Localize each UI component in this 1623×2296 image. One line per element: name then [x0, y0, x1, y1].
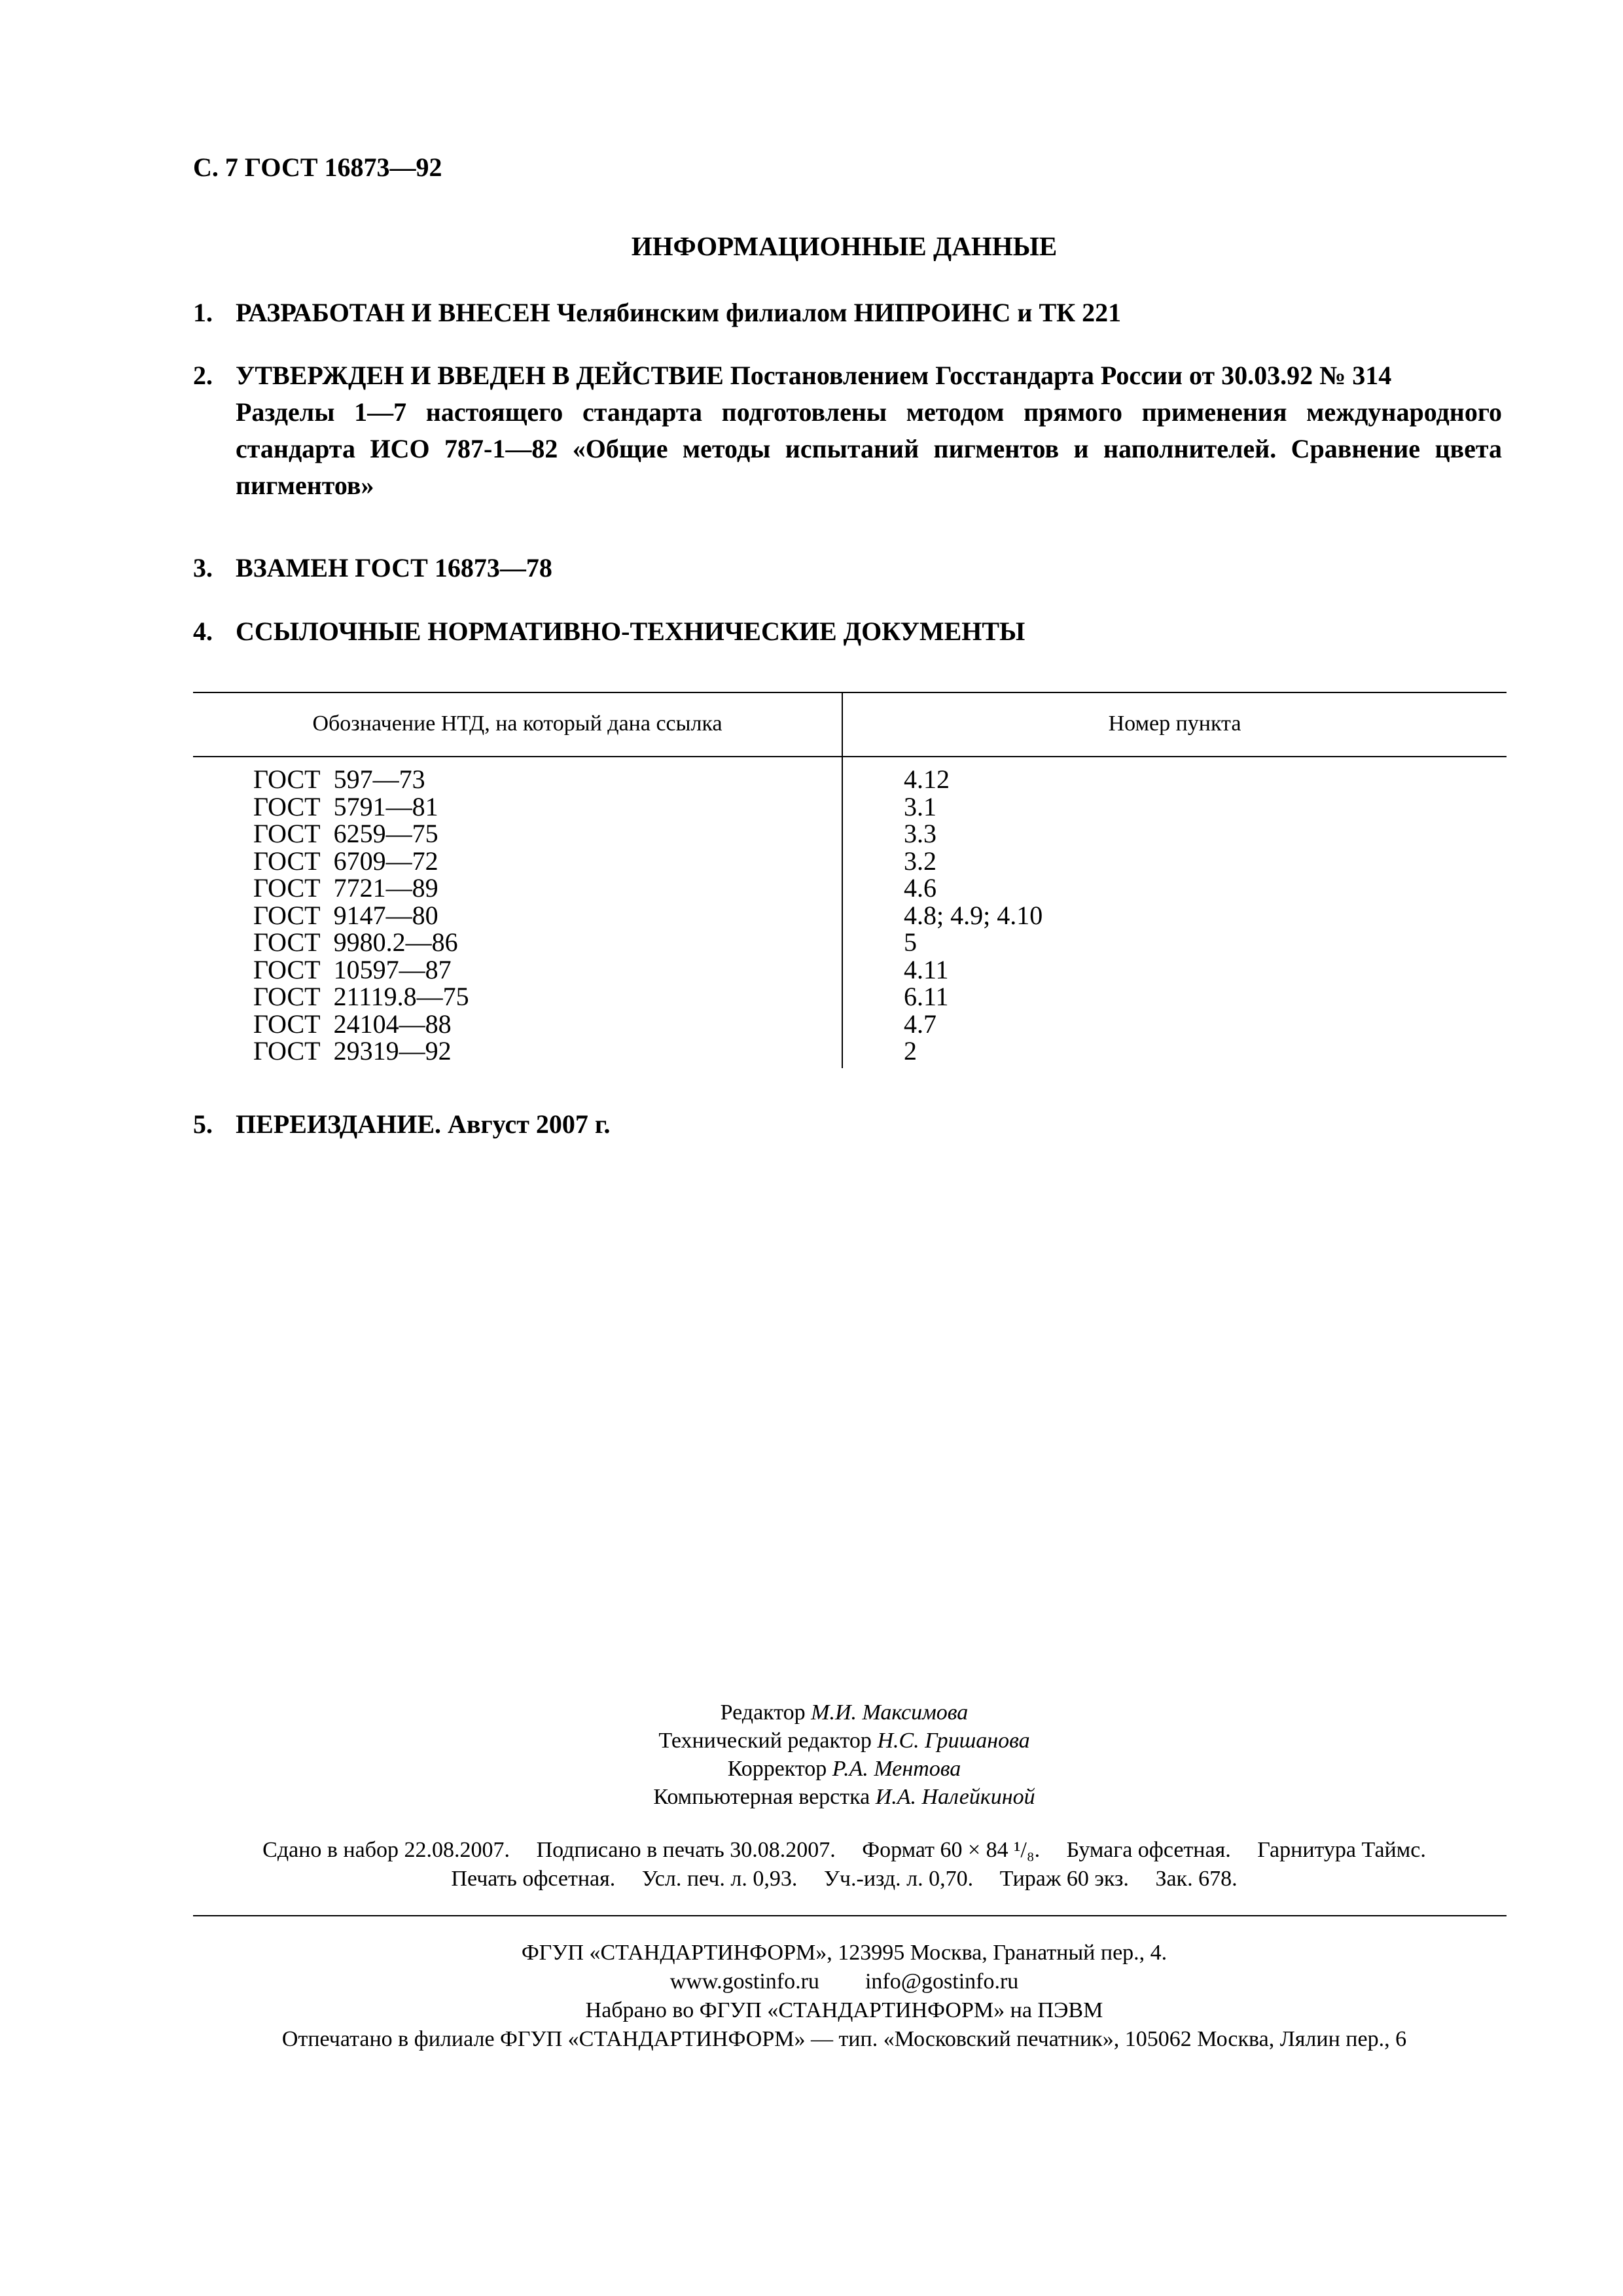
- table-cell-clause: 4.8; 4.9; 4.10: [904, 900, 1043, 930]
- section-text: Челябинским филиалом НИПРОИНС и ТК 221: [556, 298, 1122, 327]
- publisher-printed: Отпечатано в филиале ФГУП «СТАНДАРТИНФОРМ» — тип. «Московский печатник», 105062 Москва, Лялин пер., 6: [281, 2027, 1407, 2051]
- print-signed: Подписано в печать 30.08.2007.: [536, 1838, 836, 1862]
- credit-role: Компьютерная верстка: [653, 1785, 870, 1809]
- table-cell-clause: 4.6: [904, 873, 936, 903]
- print-info-line-1: [0, 1836, 1623, 1865]
- section-5: [193, 1106, 1502, 1143]
- table-cell-clause: 3.3: [904, 819, 936, 848]
- table-header-rule: [193, 756, 1507, 757]
- section-heading: ССЫЛОЧНЫЕ НОРМАТИВНО-ТЕХНИЧЕСКИЕ ДОКУМЕНТЫ: [236, 617, 1026, 646]
- table-cell-clause: 4.7: [904, 1009, 936, 1039]
- table-cell-document: ГОСТ 21119.8—75: [253, 982, 469, 1011]
- section-number: 2.: [193, 361, 213, 390]
- section-text: Постановлением Госстандарта России от 30.03.92 № 314: [730, 361, 1392, 390]
- section-1: [193, 295, 1502, 331]
- section-number: 1.: [193, 298, 213, 327]
- print-order: Зак. 678.: [1155, 1867, 1238, 1891]
- table-header-document: Обозначение НТД, на который дана ссылка: [312, 711, 722, 736]
- table-cell-document: ГОСТ 9147—80: [253, 900, 438, 930]
- section-number: 5.: [193, 1109, 213, 1139]
- table-cell-clause: 4.12: [904, 764, 950, 794]
- table-cell-document: ГОСТ 10597—87: [253, 954, 452, 984]
- section-note: Разделы 1—7 настоящего стандарта подготовлены методом прямого применения международного стандарта ИСО 787-1—82 «Общие методы испытаний пигментов и наполнителей. Сравнение цвета пигментов»: [236, 397, 1502, 500]
- table-cell-document: ГОСТ 24104—88: [253, 1009, 452, 1039]
- publisher-contacts: [0, 1967, 1623, 1996]
- publisher-block: [0, 1939, 1623, 2054]
- credit-layout: [0, 1783, 1623, 1811]
- table-header-clause: Номер пункта: [1108, 711, 1241, 736]
- section-heading: УТВЕРЖДЕН И ВВЕДЕН В ДЕЙСТВИЕ: [236, 361, 724, 390]
- reference-documents-table: [193, 692, 1507, 1071]
- credit-name: Р.А. Ментова: [832, 1757, 961, 1781]
- credit-name: И.А. Налейкиной: [875, 1785, 1035, 1809]
- table-cell-clause: 3.1: [904, 791, 936, 821]
- table-cell-clause: 5: [904, 927, 917, 957]
- credit-proofreader: [0, 1755, 1623, 1783]
- page-header: С. 7 ГОСТ 16873—92: [193, 152, 442, 182]
- table-top-rule: [193, 692, 1507, 693]
- table-cell-clause: 3.2: [904, 846, 936, 876]
- print-typeface: Гарнитура Таймс.: [1257, 1838, 1426, 1862]
- publisher-typeset: Набрано во ФГУП «СТАНДАРТИНФОРМ» на ПЭВМ: [585, 1998, 1103, 2022]
- print-method: Печать офсетная.: [451, 1867, 616, 1891]
- section-4: [193, 613, 1502, 650]
- publisher-address: ФГУП «СТАНДАРТИНФОРМ», 123995 Москва, Гранатный пер., 4.: [521, 1941, 1168, 1965]
- table-cell-document: ГОСТ 9980.2—86: [253, 927, 458, 957]
- section-number: 3.: [193, 553, 213, 583]
- credit-role: Редактор: [720, 1700, 806, 1725]
- table-column-clauses: [904, 766, 1043, 1065]
- table-cell-document: ГОСТ 597—73: [253, 764, 425, 794]
- table-column-documents: [253, 766, 469, 1065]
- section-heading: ПЕРЕИЗДАНИЕ.: [236, 1109, 442, 1139]
- table-cell-clause: 4.11: [904, 954, 949, 984]
- credit-tech-editor: [0, 1727, 1623, 1755]
- divider: [193, 1915, 1507, 1916]
- section-2: [193, 357, 1502, 504]
- print-publ-sheets: Уч.-изд. л. 0,70.: [823, 1867, 974, 1891]
- table-cell-clause: 6.11: [904, 982, 949, 1011]
- credit-name: М.И. Максимова: [811, 1700, 969, 1725]
- table-cell-document: ГОСТ 5791—81: [253, 791, 438, 821]
- print-info-line-2: [0, 1865, 1623, 1893]
- section-3: [193, 550, 1502, 586]
- publisher-website[interactable]: www.gostinfo.ru: [669, 1969, 819, 1994]
- print-info: [0, 1836, 1623, 1893]
- section-text: Август 2007 г.: [448, 1109, 611, 1139]
- table-cell-document: ГОСТ 6709—72: [253, 846, 438, 876]
- table-column-divider: [842, 692, 843, 1068]
- table-cell-clause: 2: [904, 1036, 917, 1066]
- credit-name: Н.С. Гришанова: [877, 1729, 1030, 1753]
- credit-role: Корректор: [727, 1757, 827, 1781]
- credits-block: [0, 1698, 1623, 1811]
- table-cell-document: ГОСТ 29319—92: [253, 1036, 452, 1066]
- print-format: Формат 60 × 84 ¹/₈.: [862, 1838, 1041, 1862]
- section-number: 4.: [193, 617, 213, 646]
- print-paper: Бумага офсетная.: [1066, 1838, 1231, 1862]
- credit-role: Технический редактор: [658, 1729, 872, 1753]
- print-run: Тираж 60 экз.: [999, 1867, 1129, 1891]
- section-heading: ВЗАМЕН ГОСТ 16873—78: [236, 553, 552, 583]
- print-sheets: Усл. печ. л. 0,93.: [641, 1867, 798, 1891]
- print-submitted: Сдано в набор 22.08.2007.: [262, 1838, 510, 1862]
- table-cell-document: ГОСТ 6259—75: [253, 819, 438, 848]
- publisher-email[interactable]: info@gostinfo.ru: [865, 1969, 1019, 1994]
- page-title: ИНФОРМАЦИОННЫЕ ДАННЫЕ: [631, 231, 1058, 261]
- section-heading: РАЗРАБОТАН И ВНЕСЕН: [236, 298, 550, 327]
- credit-editor: [0, 1698, 1623, 1727]
- table-cell-document: ГОСТ 7721—89: [253, 873, 438, 903]
